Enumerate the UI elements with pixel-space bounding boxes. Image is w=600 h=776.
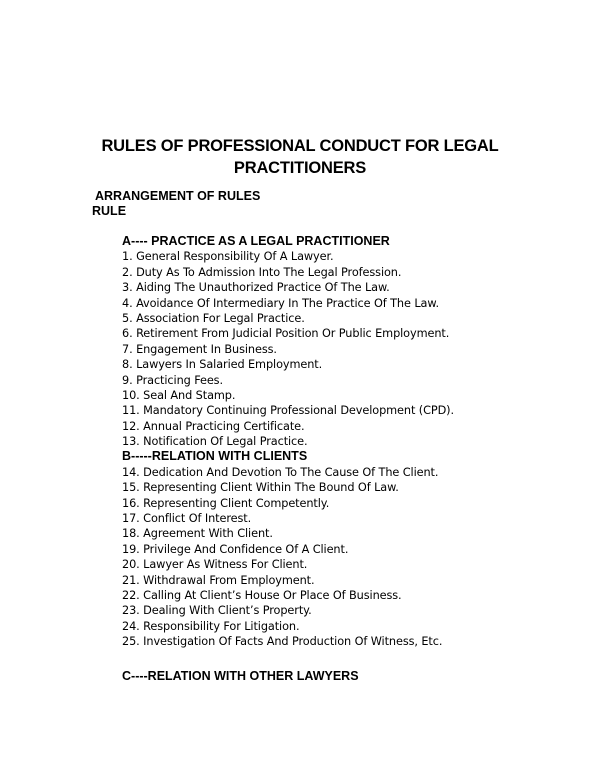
section-c-heading: C----RELATION WITH OTHER LAWYERS [122,669,359,683]
rule-item: 14. Dedication And Devotion To The Cause Of The Client. [122,465,439,479]
section-a-list [122,249,592,449]
rule-item: 7. Engagement In Business. [122,342,277,356]
rule-item: 19. Privilege And Confidence Of A Client. [122,542,349,556]
rule-item: 25. Investigation Of Facts And Production Of Witness, Etc. [122,635,443,649]
rule-item: 17. Conflict Of Interest. [122,512,252,526]
rule-item: 11. Mandatory Continuing Professional Development (CPD). [122,404,454,418]
rules-list [122,234,592,650]
rule-item: 21. Withdrawal From Employment. [122,573,315,587]
rule-item: 5. Association For Legal Practice. [122,311,305,325]
rule-item: 23. Dealing With Client’s Property. [122,604,312,618]
rule-item: 8. Lawyers In Salaried Employment. [122,358,323,372]
rule-item: 18. Agreement With Client. [122,527,273,541]
rule-item: 10. Seal And Stamp. [122,388,236,402]
rule-item: 13. Notification Of Legal Practice. [122,435,308,449]
section-b-heading: B-----RELATION WITH CLIENTS [122,449,308,464]
rule-item: 24. Responsibility For Litigation. [122,619,300,633]
rule-item: 12. Annual Practicing Certificate. [122,419,305,433]
rule-item: 6. Retirement From Judicial Position Or Public Employment. [122,327,450,341]
document-title [60,135,540,179]
section-b-list [122,465,592,650]
rule-item: 20. Lawyer As Witness For Client. [122,558,308,572]
rule-item: 16. Representing Client Competently. [122,496,330,510]
rule-item: 2. Duty As To Admission Into The Legal Profession. [122,265,402,279]
rule-item: 1. General Responsibility Of A Lawyer. [122,250,334,264]
document-title-line-1: RULES OF PROFESSIONAL CONDUCT FOR LEGAL [101,137,499,155]
rule-item: 22. Calling At Client’s House Or Place Of Business. [122,588,402,602]
rule-item: 9. Practicing Fees. [122,373,223,387]
rule-item: 3. Aiding The Unauthorized Practice Of The Law. [122,281,390,295]
rule-item: 4. Avoidance Of Intermediary In The Practice Of The Law. [122,296,439,310]
rule-item: 15. Representing Client Within The Bound Of Law. [122,481,399,495]
document-title-line-2: PRACTITIONERS [233,159,367,177]
section-a-heading: A---- PRACTICE AS A LEGAL PRACTITIONER [122,234,390,248]
arrangement-heading: ARRANGEMENT OF RULES [95,189,261,203]
rule-label: RULE [92,204,127,218]
